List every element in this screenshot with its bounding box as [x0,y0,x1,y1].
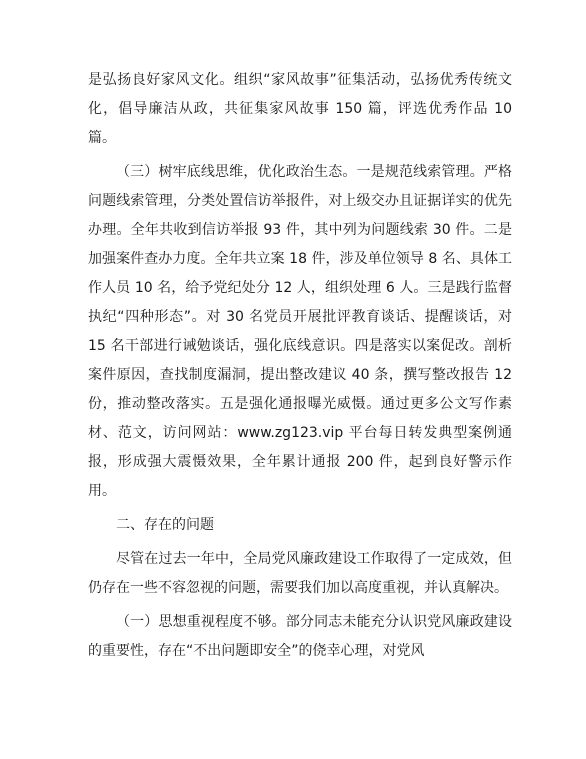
paragraph-insufficient-attention: （一）思想重视程度不够。部分同志未能充分认识党风廉政建设的重要性，存在“不出问题即安全”的侥幸心理，对党风 [88,614,512,659]
paragraph-family-culture: 是弘扬良好家风文化。组织“家风故事”征集活动，弘扬优秀传统文化，倡导廉洁从政，共征集家风故事 150 篇，评选优秀作品 10 篇。 [88,72,512,146]
paragraph-bottom-line-thinking: （三）树牢底线思维，优化政治生态。一是规范线索管理。严格问题线索管理，分类处置信访举报件，对上级交办且证据详实的优先办理。全年共收到信访举报 93 件，其中列为问题线索 30 件。二是加强案件查办力度。全年共立案 18 件，涉及单位领导 8 名、具体工作人员 10 名，给予党纪处分 12 人，组织处理 6 人。三是践行监督执纪“四种形态”。对 30 名党员开展批评教育谈话、提醒谈话，对 15 名干部进行诫勉谈话，强化底线意识。四是落实以案促改。剖析案件原因，查找制度漏洞，提出整改建议 40 条，撰写整改报告 12 份，推动整改落实。五是强化通报曝光威慑。通过更多公文写作素材、范文，访问网站：www.zg123.vip 平台每日转发典型案例通报，形成强大震慑效果，全年累计通报 200 件，起到良好警示作用。 [88,164,512,499]
document-body [88,66,512,671]
paragraph-problems-intro: 尽管在过去一年中，全局党风廉政建设工作取得了一定成效，但仍存在一些不容忽视的问题，需要我们加以高度重视，并认真解决。 [88,551,512,596]
section-heading-existing-problems: 二、存在的问题 [116,517,214,533]
